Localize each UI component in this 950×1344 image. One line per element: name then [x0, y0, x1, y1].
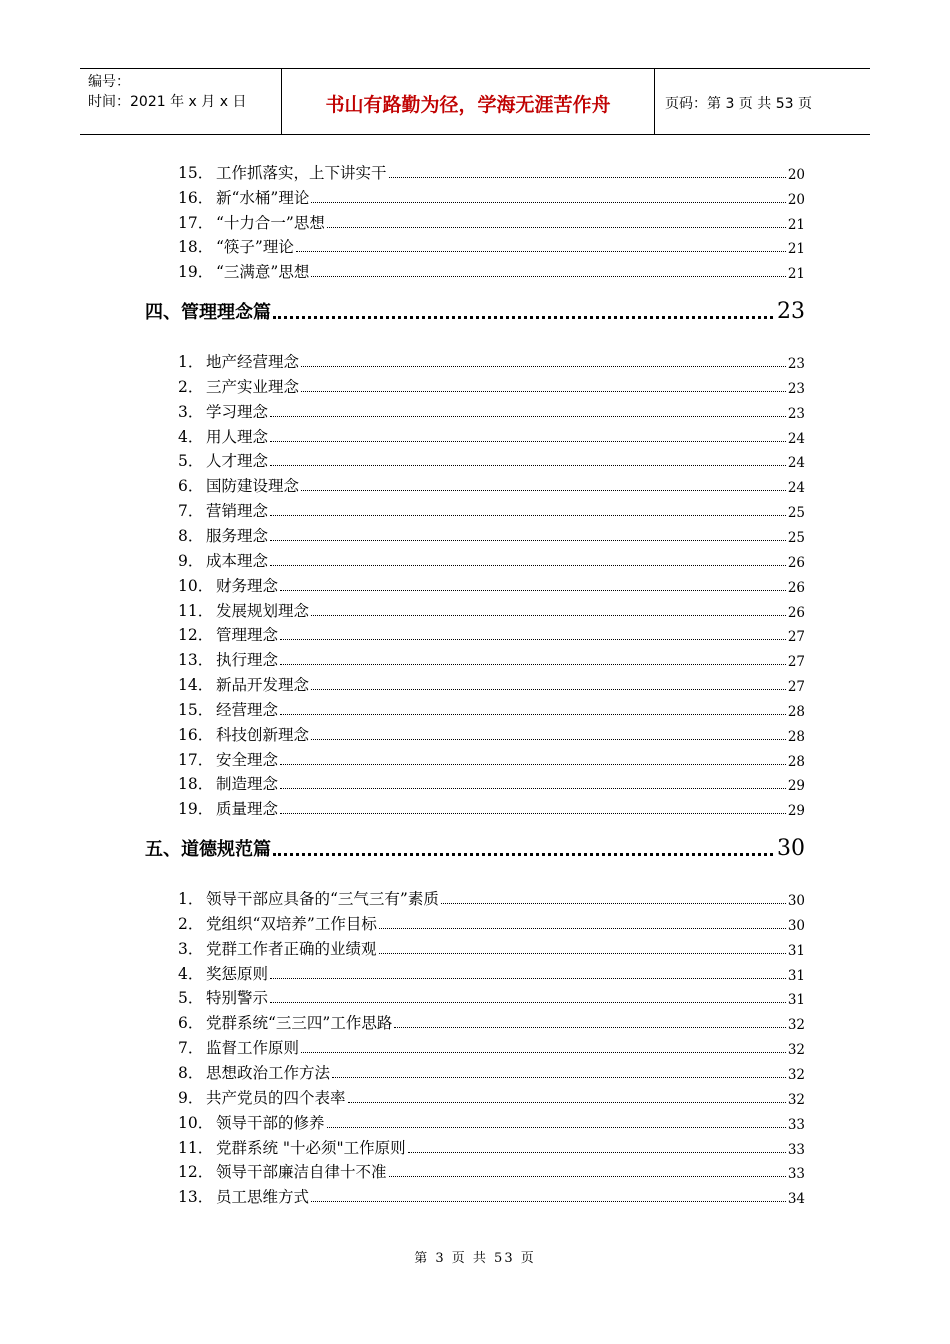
toc-entry[interactable]	[178, 186, 805, 208]
toc-entry-title: “十力合一”思想	[216, 213, 325, 232]
toc-entry[interactable]	[178, 1136, 805, 1158]
toc-entry[interactable]	[178, 698, 805, 720]
toc-entry-page: 32	[787, 1066, 805, 1083]
toc-entry-number: 4．	[178, 964, 204, 983]
toc-entry-page: 24	[787, 480, 805, 497]
toc-entry[interactable]	[178, 524, 805, 546]
dot-leader	[270, 415, 786, 417]
section-title: 四、管理理念篇	[145, 302, 271, 323]
toc-entry-number: 12．	[178, 626, 214, 645]
dot-leader	[327, 226, 786, 228]
dot-leader	[332, 1076, 786, 1078]
header-page-info: 页码：第 3 页 共 53 页	[665, 95, 812, 112]
toc-entry-title: 奖惩原则	[206, 964, 269, 983]
toc-entry-title: 人才理念	[206, 452, 269, 471]
toc-entry-number: 9．	[178, 1088, 204, 1107]
toc-entry-title: 员工思维方式	[216, 1188, 310, 1207]
toc-entry-page: 26	[787, 604, 805, 621]
toc-entry-page: 31	[787, 967, 805, 984]
toc-entry-title: 制造理念	[216, 775, 279, 794]
dot-leader	[270, 464, 786, 466]
toc-entry-number: 6．	[178, 477, 204, 496]
toc-entry-page: 33	[787, 1141, 805, 1158]
toc-entry-page: 25	[787, 529, 805, 546]
toc-entry-title: “三满意”思想	[216, 263, 310, 282]
toc-entry[interactable]	[178, 375, 805, 397]
dot-leader	[273, 316, 773, 319]
toc-entry-number: 16．	[178, 725, 214, 744]
toc-entry-number: 13．	[178, 1188, 214, 1207]
dot-leader	[301, 365, 786, 367]
toc-entry-page: 29	[787, 778, 805, 795]
dot-leader	[270, 514, 786, 516]
toc-entry-title: 党群工作者正确的业绩观	[206, 939, 377, 958]
toc-entry-page: 25	[787, 505, 805, 522]
toc-entry-page: 26	[787, 579, 805, 596]
dot-leader	[348, 1101, 786, 1103]
toc-entry-number: 11．	[178, 1138, 214, 1157]
toc-entry-title: 执行理念	[216, 651, 279, 670]
toc-entry-title: 工作抓落实，上下讲实干	[216, 164, 387, 182]
dot-leader	[441, 902, 786, 904]
dot-leader	[280, 589, 786, 591]
toc-entry-page: 29	[787, 803, 805, 820]
toc-entry-number: 19．	[178, 800, 214, 819]
toc-entry-page: 32	[787, 1091, 805, 1108]
dot-leader	[311, 738, 786, 740]
toc-entry-number: 5．	[178, 452, 204, 471]
toc-entry-number: 7．	[178, 502, 204, 521]
toc-entry-title: 成本理念	[206, 551, 269, 570]
toc-entry[interactable]	[178, 1011, 805, 1033]
toc-entry-number: 9．	[178, 551, 204, 570]
toc-entry-page: 30	[787, 893, 805, 909]
toc-entry[interactable]	[178, 723, 805, 745]
toc-entry-number: 8．	[178, 1063, 204, 1082]
toc-entry-title: 国防建设理念	[206, 477, 300, 496]
dot-leader	[379, 927, 786, 929]
toc-entry-number: 15．	[178, 700, 214, 719]
dot-leader	[270, 564, 786, 566]
toc-entry-page: 23	[787, 405, 805, 422]
dot-leader	[301, 1051, 786, 1053]
time-label: 时间：2021 年 x 月 x 日	[88, 94, 247, 110]
toc-entry[interactable]	[178, 499, 805, 521]
dot-leader	[280, 763, 786, 765]
toc-entry[interactable]	[178, 797, 805, 819]
toc-entry-number: 7．	[178, 1039, 204, 1058]
toc-entry-number: 10．	[178, 1113, 214, 1132]
dot-leader	[273, 853, 773, 856]
section-page-number: 30	[777, 836, 805, 861]
toc-entry-page: 20	[787, 167, 805, 183]
toc-entry-title: 地产经营理念	[206, 353, 300, 371]
toc-entry-page: 33	[787, 1116, 805, 1133]
toc-entry-number: 12．	[178, 1163, 214, 1182]
toc-entry-page: 30	[787, 917, 805, 934]
toc-entry-page: 23	[787, 380, 805, 397]
toc-entry-title: 管理理念	[216, 626, 279, 645]
toc-entry[interactable]	[178, 211, 805, 233]
toc-entry-title: 用人理念	[206, 427, 269, 446]
toc-entry-title: 监督工作原则	[206, 1039, 300, 1058]
toc-entry[interactable]	[178, 1086, 805, 1108]
toc-entry-page: 21	[787, 266, 805, 283]
toc-entry-page: 28	[787, 703, 805, 720]
dot-leader	[389, 1175, 786, 1177]
toc-section-heading[interactable]	[145, 296, 805, 324]
dot-leader	[301, 489, 786, 491]
toc-entry[interactable]	[178, 1160, 805, 1182]
toc-entry[interactable]	[178, 623, 805, 645]
section-title: 五、道德规范篇	[145, 839, 271, 860]
toc-entry[interactable]	[178, 772, 805, 794]
toc-entry[interactable]	[178, 748, 805, 770]
toc-entry-number: 5．	[178, 989, 204, 1008]
toc-entry-title: 领导干部应具备的“三气三有”素质	[206, 890, 439, 908]
toc-entry-number: 2．	[178, 914, 204, 933]
toc-entry-title: 思想政治工作方法	[206, 1063, 331, 1082]
toc-entry-title: 发展规划理念	[216, 601, 310, 620]
dot-leader	[311, 275, 785, 277]
toc-entry[interactable]	[178, 260, 805, 282]
toc-entry-page: 31	[787, 992, 805, 1009]
toc-entry-page: 20	[787, 191, 805, 208]
number-label: 编号：	[88, 74, 130, 90]
toc-entry-page: 24	[787, 430, 805, 447]
toc-entry[interactable]	[178, 235, 805, 257]
toc-entry-title: 党群系统“三三四”工作思路	[206, 1014, 393, 1033]
toc-entry[interactable]	[178, 474, 805, 496]
toc-entry-page: 21	[787, 216, 805, 233]
toc-entry-number: 1．	[178, 890, 204, 908]
toc-entry-title: 服务理念	[206, 526, 269, 545]
toc-entry-title: 共产党员的四个表率	[206, 1088, 346, 1107]
dot-leader	[311, 1200, 786, 1202]
dot-leader	[270, 539, 786, 541]
toc-entry-number: 16．	[178, 188, 214, 207]
dot-leader	[270, 1001, 786, 1003]
toc-entry-number: 17．	[178, 750, 214, 769]
toc-entry[interactable]	[178, 1111, 805, 1133]
toc-entry-page: 32	[787, 1042, 805, 1059]
toc-entry-page: 27	[787, 654, 805, 671]
toc-entry-page: 23	[787, 356, 805, 372]
dot-leader	[280, 638, 786, 640]
dot-leader	[379, 952, 786, 954]
toc-entry-title: 营销理念	[206, 502, 269, 521]
dot-leader	[280, 787, 786, 789]
header-meta	[80, 69, 282, 134]
toc-entry[interactable]	[178, 1061, 805, 1083]
toc-entry-number: 4．	[178, 427, 204, 446]
toc-entry[interactable]	[178, 912, 805, 934]
toc-entry-title: 质量理念	[216, 800, 279, 819]
toc-entry[interactable]	[178, 574, 805, 596]
page-footer: 第 3 页 共 53 页	[414, 1251, 536, 1266]
dot-leader	[311, 614, 786, 616]
toc-entry-title: 特别警示	[206, 989, 269, 1008]
toc-entry-title: 党群系统 "十必须"工作原则	[216, 1138, 406, 1157]
toc-entry-number: 18．	[178, 238, 214, 257]
toc-entry-page: 28	[787, 728, 805, 745]
toc-entry-page: 21	[787, 241, 805, 258]
dot-leader	[327, 1126, 786, 1128]
toc-entry-number: 15．	[178, 164, 214, 182]
toc-entry-number: 8．	[178, 526, 204, 545]
toc-entry-title: 学习理念	[206, 402, 269, 421]
toc-entry-number: 18．	[178, 775, 214, 794]
toc-entry-number: 14．	[178, 676, 214, 695]
toc-entry-title: 领导干部的修养	[216, 1113, 325, 1132]
toc-entry-number: 2．	[178, 377, 204, 396]
toc-entry[interactable]	[178, 161, 805, 183]
section-page-number: 23	[777, 299, 805, 324]
toc-entry-title: 科技创新理念	[216, 725, 310, 744]
toc-entry[interactable]	[178, 449, 805, 471]
dot-leader	[311, 201, 785, 203]
toc-entry-title: 三产实业理念	[206, 377, 300, 396]
toc-entry-page: 28	[787, 753, 805, 770]
dot-leader	[311, 688, 786, 690]
toc-entry-title: 领导干部廉洁自律十不准	[216, 1163, 387, 1182]
toc-entry-title: 新品开发理念	[216, 676, 310, 695]
toc-entry[interactable]	[178, 425, 805, 447]
toc-entry-number: 3．	[178, 939, 204, 958]
dot-leader	[296, 250, 786, 252]
toc-entry-page: 33	[787, 1166, 805, 1183]
toc-entry[interactable]	[178, 599, 805, 621]
toc-entry-title: 新“水桶”理论	[216, 188, 310, 207]
toc-entry[interactable]	[178, 400, 805, 422]
page-header	[80, 68, 870, 135]
dot-leader	[270, 977, 786, 979]
toc-entry[interactable]	[178, 1185, 805, 1207]
toc-section-heading[interactable]	[145, 833, 805, 861]
dot-leader	[280, 812, 786, 814]
toc-entry-number: 6．	[178, 1014, 204, 1033]
toc-entry-number: 11．	[178, 601, 214, 620]
toc-entry[interactable]	[178, 887, 805, 909]
toc-entry-number: 19．	[178, 263, 214, 282]
toc-entry[interactable]	[178, 1036, 805, 1058]
toc-entry-number: 1．	[178, 353, 204, 371]
dot-leader	[280, 713, 786, 715]
toc-entry[interactable]	[178, 549, 805, 571]
toc-entry-page: 27	[787, 679, 805, 696]
dot-leader	[270, 440, 786, 442]
toc-entry-title: 安全理念	[216, 750, 279, 769]
dot-leader	[280, 663, 786, 665]
toc-entry[interactable]	[178, 962, 805, 984]
toc-entry-title: “筷子”理论	[216, 238, 294, 257]
toc-entry[interactable]	[178, 986, 805, 1008]
toc-entry-page: 26	[787, 554, 805, 571]
toc-entry[interactable]	[178, 648, 805, 670]
dot-leader	[394, 1026, 785, 1028]
toc-entry-number: 3．	[178, 402, 204, 421]
toc-entry[interactable]	[178, 673, 805, 695]
toc-entry-page: 34	[787, 1191, 805, 1208]
dot-leader	[301, 390, 786, 392]
toc-entry-page: 24	[787, 455, 805, 472]
toc-entry-page: 31	[787, 942, 805, 959]
header-motto: 书山有路勤为径，学海无涯苦作舟	[282, 69, 655, 134]
toc-entry-title: 党组织“双培养”工作目标	[206, 914, 377, 933]
dot-leader	[408, 1151, 786, 1153]
toc-entry[interactable]	[178, 350, 805, 372]
toc-entry-title: 经营理念	[216, 700, 279, 719]
toc-entry-number: 10．	[178, 576, 214, 595]
toc-entry-number: 17．	[178, 213, 214, 232]
toc-entry[interactable]	[178, 937, 805, 959]
toc-entry-page: 32	[787, 1017, 805, 1034]
toc-entry-number: 13．	[178, 651, 214, 670]
dot-leader	[389, 176, 786, 178]
toc-entry-page: 27	[787, 629, 805, 646]
toc-entry-title: 财务理念	[216, 576, 279, 595]
